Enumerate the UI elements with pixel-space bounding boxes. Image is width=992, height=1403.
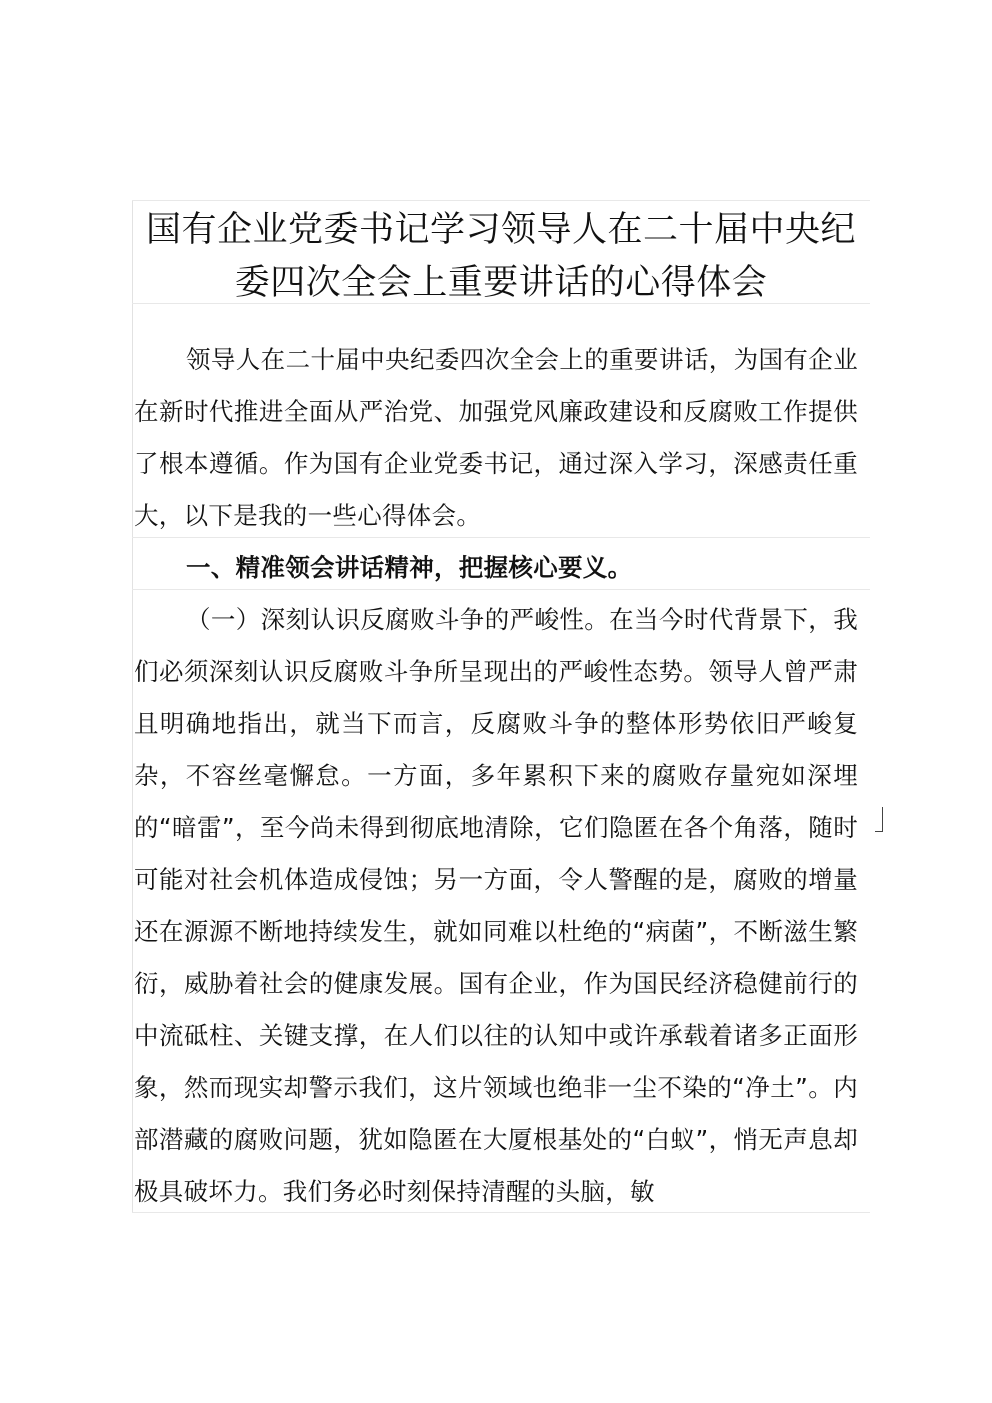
document-body: [134, 334, 858, 1218]
title-line-1: 国有企业党委书记学习领导人在二十届中央纪: [145, 210, 856, 250]
crop-mark: [875, 807, 883, 832]
title-line-2: 委四次全会上重要讲话的心得体会: [234, 263, 768, 303]
title-top-rule: [132, 200, 870, 201]
page-margin-line: [132, 200, 133, 1212]
section-heading-1: 一、精准领会讲话精神，把握核心要义。: [186, 553, 633, 582]
document-title: [132, 204, 870, 310]
body-paragraph-1: （一）深刻认识反腐败斗争的严峻性。在当今时代背景下，我们必须深刻认识反腐败斗争所呈现出的严峻性态势。领导人曾严肃且明确地指出，就当下而言，反腐败斗争的整体形势依旧严峻复杂，不容丝毫懈怠。一方面，多年累积下来的腐败存量宛如深埋的“暗雷”，至今尚未得到彻底地清除，它们隐匿在各个角落，随时可能对社会机体造成侵蚀；另一方面，令人警醒的是，腐败的增量还在源源不断地持续发生，就如同难以杜绝的“病菌”，不断滋生繁衍，威胁着社会的健康发展。国有企业，作为国民经济稳健前行的中流砥柱、关键支撑，在人们以往的认知中或许承载着诸多正面形象，然而现实却警示我们，这片领域也绝非一尘不染的“净土”。内部潜藏的腐败问题，犹如隐匿在大厦根基处的“白蚁”，悄无声息却极具破坏力。我们务必时刻保持清醒的头脑，敏: [134, 605, 858, 1206]
intro-paragraph: 领导人在二十届中央纪委四次全会上的重要讲话，为国有企业在新时代推进全面从严治党、加强党风廉政建设和反腐败工作提供了根本遵循。作为国有企业党委书记，通过深入学习，深感责任重大，以下是我的一些心得体会。: [134, 345, 858, 530]
